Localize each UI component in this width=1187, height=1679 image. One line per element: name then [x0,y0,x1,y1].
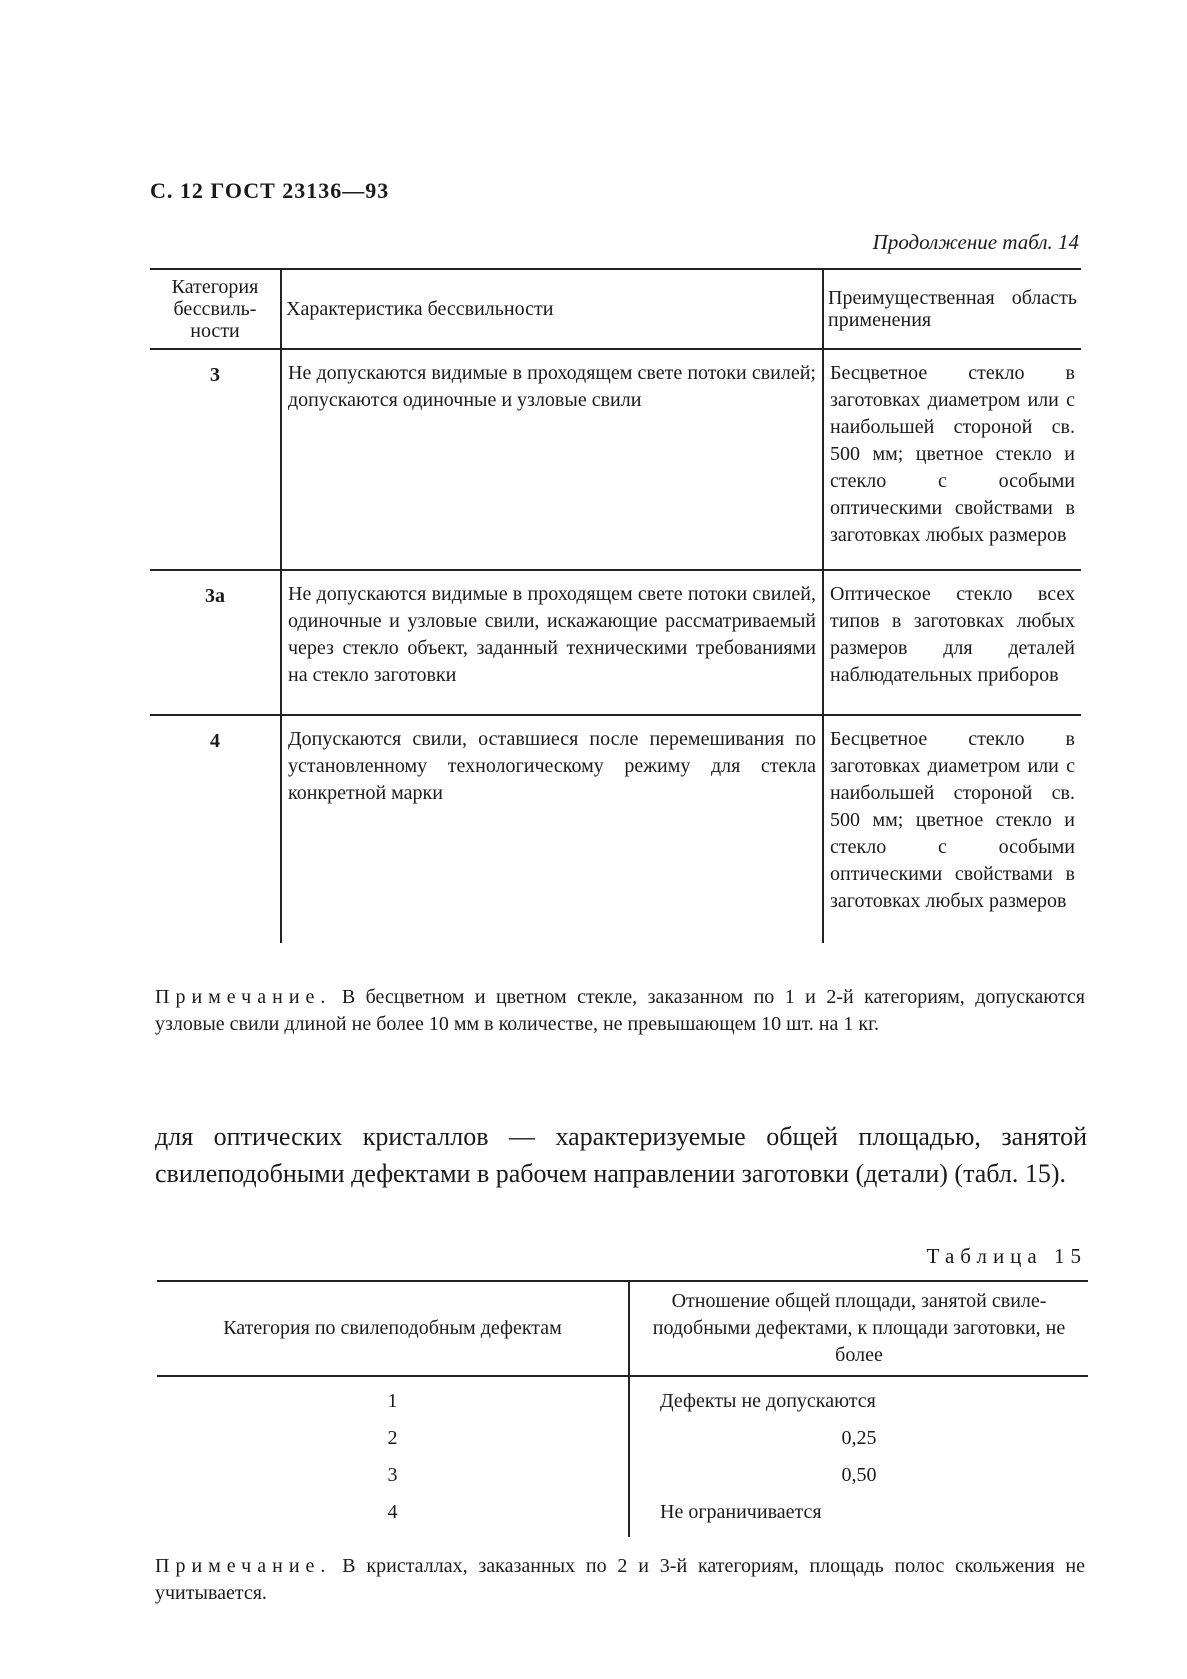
column-header-category: Категория бессвиль-ности [150,269,281,349]
cell-application: Бесцветное стекло в заготовках диаметром или с наибольшей стороной св. 500 мм; цветное стекло и стекло с особыми оптическими свойствами в заготовках любых размеров [823,349,1081,570]
table-14 [150,268,1081,943]
column-header-category: Категория по свилеподобным дефектам [157,1281,629,1376]
table-15-caption: Таблица 15 [926,1244,1087,1268]
table-15-header-row [157,1281,1088,1376]
cell-ratio: 0,25 [841,1427,877,1449]
cell-application: Бесцветное стекло в заготовках диаметром или с наибольшей стороной св. 500 мм; цветное стекло и стекло с особыми оптическими свойствами в заготовках любых размеров [830,728,1075,912]
table-14-header-row [150,269,1081,349]
note-label: Примечание. [155,986,332,1008]
body-paragraph: для оптических кристаллов — характеризуемые общей площадью, занятой свилеподобными дефектами в рабочем направлении заготовки (детали) (табл. 15). [155,1122,1087,1188]
column-header-ratio: Отношение общей площади, занятой свиле-подобными дефектами, к площади заготовки, не более [629,1281,1088,1376]
note-text: В кристаллах, заказанных по 2 и 3-й категориям, площадь полос скольжения не учитывается. [155,1555,1085,1604]
cell-application: Оптическое стекло всех типов в заготовках любых размеров для деталей наблюдательных приборов [823,570,1081,715]
cell-category: 3 [157,1457,629,1494]
cell-category: 4 [150,715,281,943]
table-continuation-label: Продолжение табл. 14 [872,230,1079,254]
table-row [150,715,1081,943]
cell-characteristic: Допускаются свили, оставшиеся после перемешивания по установленному технологическому режиму для стекла конкретной марки [281,715,823,943]
table-15-note [155,1553,1085,1607]
table-row [157,1376,1088,1420]
cell-characteristic: Не допускаются видимые в проходящем свете потоки свилей; допускаются одиночные и узловые свили [281,349,823,570]
page-header: С. 12 ГОСТ 23136—93 [150,178,390,203]
table-row [150,570,1081,715]
cell-ratio: Не ограничивается [660,1501,822,1523]
table-row [150,349,1081,570]
table-row [157,1457,1088,1494]
note-label: Примечание. [155,1555,332,1577]
table-row [157,1420,1088,1457]
cell-category: 3 [150,349,281,570]
table-15 [157,1280,1088,1537]
note-text: В бесцветном и цветном стекле, заказанном по 1 и 2-й категориям, допускаются узловые свили длиной не более 10 мм в количестве, не превышающем 10 шт. на 1 кг. [155,986,1086,1035]
table-14-note [155,984,1085,1038]
cell-category: 1 [157,1376,629,1420]
cell-ratio: Дефекты не допускаются [660,1390,876,1412]
column-header-characteristic: Характеристика бессвильности [281,269,823,349]
column-header-application: Преимущественная область применения [823,269,1081,349]
cell-category: 3а [150,570,281,715]
cell-category: 2 [157,1420,629,1457]
cell-ratio: 0,50 [841,1464,877,1486]
cell-category: 4 [157,1494,629,1537]
cell-characteristic: Не допускаются видимые в проходящем свете потоки свилей, одиночные и узловые свили, искажающие рассматриваемый через стекло объект, заданный техническими требованиями на стекло заготовки [281,570,823,715]
table-row [157,1494,1088,1537]
